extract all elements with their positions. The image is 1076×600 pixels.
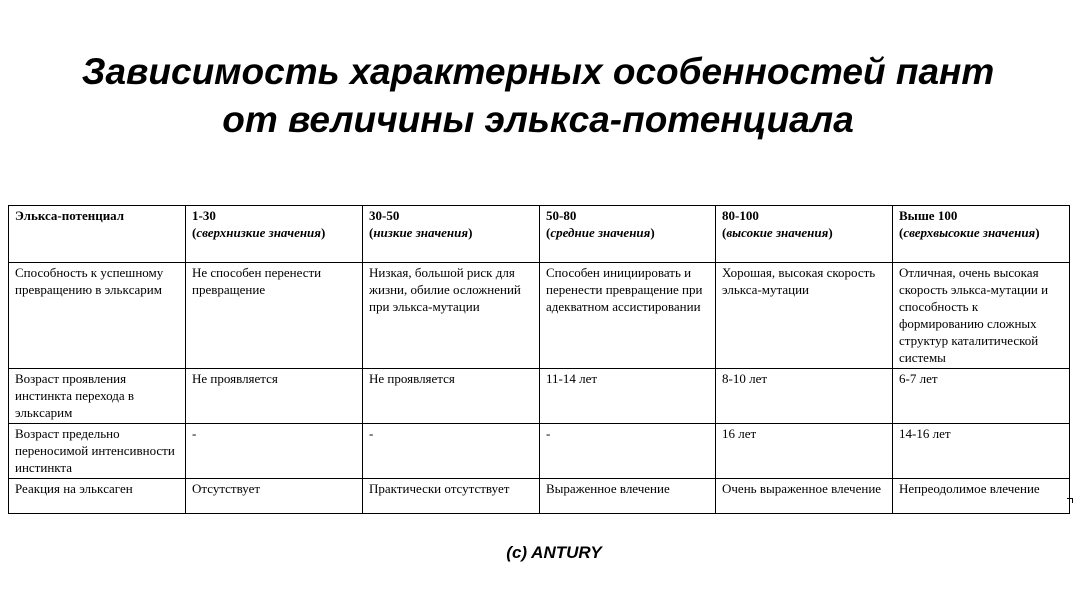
header-name: 1-30 <box>192 208 216 223</box>
header-subtitle: (сверхвысокие значения) <box>899 225 1040 240</box>
header-subtitle: (высокие значения) <box>722 225 833 240</box>
table-row <box>9 369 1070 424</box>
header-name: 80-100 <box>722 208 759 223</box>
header-subtitle: (сверхнизкие значения) <box>192 225 326 240</box>
table-cell: Практически отсутствует <box>363 479 540 514</box>
table-cell: - <box>363 424 540 479</box>
table-cell: Не способен перенести превращение <box>186 263 363 369</box>
table-end-mark <box>1067 498 1073 503</box>
table-cell: 8-10 лет <box>716 369 893 424</box>
table-cell: 16 лет <box>716 424 893 479</box>
header-subtitle: (низкие значения) <box>369 225 473 240</box>
row-label: Возраст предельно переносимой интенсивности инстинкта <box>9 424 186 479</box>
elksa-potential-table <box>8 205 1070 514</box>
table-row <box>9 479 1070 514</box>
table-cell: 6-7 лет <box>893 369 1070 424</box>
table-cell: - <box>186 424 363 479</box>
page-title <box>0 48 1076 144</box>
table-cell: Хорошая, высокая скорость элькса-мутации <box>716 263 893 369</box>
header-cell <box>186 206 363 263</box>
copyright-footer: (c) ANTURY <box>506 543 602 562</box>
table-cell: Непреодолимое влечение <box>893 479 1070 514</box>
header-cell <box>9 206 186 263</box>
table-header-row <box>9 206 1070 263</box>
header-cell <box>716 206 893 263</box>
table-cell: - <box>540 424 716 479</box>
table-row <box>9 263 1070 369</box>
header-name: 50-80 <box>546 208 577 223</box>
header-cell <box>893 206 1070 263</box>
table-cell: Отличная, очень высокая скорость элькса-мутации и способность к формированию сложных структур каталитической системы <box>893 263 1070 369</box>
row-label: Реакция на элькcаген <box>9 479 186 514</box>
table-cell: Способен инициировать и перенести превращение при адекватном ассистировании <box>540 263 716 369</box>
title-line-2: от величины элькса-потенциала <box>222 99 854 140</box>
table-cell: Отсутствует <box>186 479 363 514</box>
header-cell <box>363 206 540 263</box>
table-cell: Выраженное влечение <box>540 479 716 514</box>
row-label: Способность к успешному превращению в элькcарим <box>9 263 186 369</box>
header-cell <box>540 206 716 263</box>
row-label: Возраст проявления инстинкта перехода в элькcарим <box>9 369 186 424</box>
table-cell: Очень выраженное влечение <box>716 479 893 514</box>
table-cell: Не проявляется <box>186 369 363 424</box>
header-name: Выше 100 <box>899 208 958 223</box>
table-cell: 11-14 лет <box>540 369 716 424</box>
table-row <box>9 424 1070 479</box>
table-cell: 14-16 лет <box>893 424 1070 479</box>
title-line-1: Зависимость характерных особенностей пант <box>81 51 995 92</box>
header-name: Элькса-потенциал <box>15 208 125 223</box>
table-cell: Не проявляется <box>363 369 540 424</box>
header-name: 30-50 <box>369 208 400 223</box>
header-subtitle: (средние значения) <box>546 225 655 240</box>
table-cell: Низкая, большой риск для жизни, обилие осложнений при элькса-мутации <box>363 263 540 369</box>
